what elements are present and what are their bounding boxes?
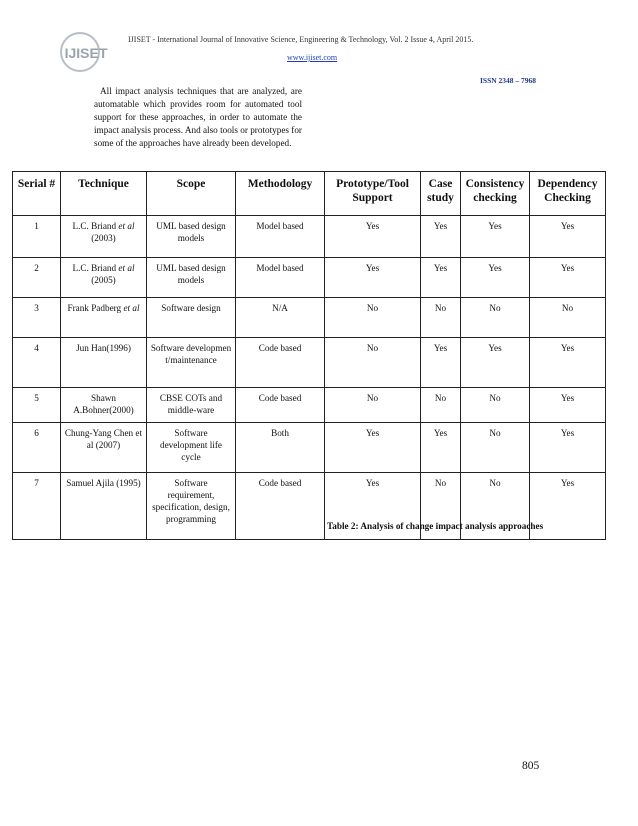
scope-cell: Software design <box>147 298 236 338</box>
technique-cell: Chung-Yang Chen et al (2007) <box>61 423 147 473</box>
column-header: Scope <box>147 172 236 216</box>
prototype-cell: No <box>325 338 421 388</box>
technique-cell: Samuel Ajila (1995) <box>61 473 147 540</box>
table-row <box>13 298 606 338</box>
dependency-cell: Yes <box>530 258 606 298</box>
technique-et-al: et al <box>123 303 140 313</box>
issn-label: ISSN 2348 – 7968 <box>480 76 537 85</box>
serial-cell: 6 <box>13 423 61 473</box>
methodology-cell: Model based <box>236 216 325 258</box>
table-caption: Table 2: Analysis of change impact analysis approaches <box>327 521 544 531</box>
prototype-cell: No <box>325 298 421 338</box>
technique-cell: Jun Han(1996) <box>61 338 147 388</box>
methodology-cell: Code based <box>236 338 325 388</box>
serial-cell: 2 <box>13 258 61 298</box>
table-row <box>13 338 606 388</box>
technique-et-al: et al <box>118 221 135 231</box>
column-header: Methodology <box>236 172 325 216</box>
table-row <box>13 216 606 258</box>
consistency-cell: Yes <box>461 216 530 258</box>
journal-website-link[interactable]: www.ijiset.com <box>287 53 338 62</box>
methodology-cell: Code based <box>236 473 325 540</box>
case-study-cell: Yes <box>421 338 461 388</box>
scope-cell: UML based design models <box>147 258 236 298</box>
dependency-cell: Yes <box>530 423 606 473</box>
intro-paragraph: All impact analysis techniques that are analyzed, are automatable which provides room for automated tool support for these approaches, in order to automate the impact analysis process. And also tools or prototypes for some of the approaches have already been developed. <box>94 86 302 148</box>
table-row <box>13 388 606 423</box>
case-study-cell: No <box>421 473 461 540</box>
case-study-cell: No <box>421 388 461 423</box>
prototype-cell: Yes <box>325 423 421 473</box>
table-header-row <box>13 172 606 216</box>
prototype-cell: Yes <box>325 258 421 298</box>
column-header: Consistency checking <box>461 172 530 216</box>
technique-author: L.C. Briand <box>72 221 117 231</box>
dependency-cell: Yes <box>530 216 606 258</box>
consistency-cell: Yes <box>461 338 530 388</box>
technique-year: (2005) <box>91 275 116 285</box>
technique-author: Frank Padberg <box>67 303 122 313</box>
case-study-cell: Yes <box>421 216 461 258</box>
prototype-cell: No <box>325 388 421 423</box>
case-study-cell: No <box>421 298 461 338</box>
scope-cell: Software requirement, specification, design, programming <box>147 473 236 540</box>
column-header: Case study <box>421 172 461 216</box>
case-study-cell: Yes <box>421 258 461 298</box>
journal-logo-text: IJISET <box>64 45 108 61</box>
case-study-cell: Yes <box>421 423 461 473</box>
technique-cell <box>61 298 147 338</box>
serial-cell: 3 <box>13 298 61 338</box>
methodology-cell: N/A <box>236 298 325 338</box>
serial-cell: 1 <box>13 216 61 258</box>
technique-et-al: et al <box>118 263 135 273</box>
technique-author: L.C. Briand <box>72 263 117 273</box>
scope-cell: CBSE COTs and middle-ware <box>147 388 236 423</box>
technique-cell <box>61 258 147 298</box>
scope-cell: Software development/maintenance <box>147 338 236 388</box>
methodology-cell: Model based <box>236 258 325 298</box>
column-header: Dependency Checking <box>530 172 606 216</box>
methodology-cell: Code based <box>236 388 325 423</box>
consistency-cell: No <box>461 473 530 540</box>
dependency-cell: Yes <box>530 338 606 388</box>
prototype-cell: Yes <box>325 216 421 258</box>
methodology-cell: Both <box>236 423 325 473</box>
table-row <box>13 423 606 473</box>
consistency-cell: No <box>461 423 530 473</box>
technique-year: (2003) <box>91 233 116 243</box>
scope-cell: Software development life cycle <box>147 423 236 473</box>
dependency-cell: Yes <box>530 388 606 423</box>
serial-cell: 4 <box>13 338 61 388</box>
column-header: Serial # <box>13 172 61 216</box>
dependency-cell: No <box>530 298 606 338</box>
consistency-cell: No <box>461 388 530 423</box>
serial-cell: 5 <box>13 388 61 423</box>
column-header: Prototype/Tool Support <box>325 172 421 216</box>
column-header: Technique <box>61 172 147 216</box>
table-row <box>13 258 606 298</box>
consistency-cell: Yes <box>461 258 530 298</box>
dependency-cell: Yes <box>530 473 606 540</box>
impact-analysis-table <box>12 171 606 540</box>
page-number: 805 <box>522 760 540 772</box>
technique-cell <box>61 216 147 258</box>
serial-cell: 7 <box>13 473 61 540</box>
scope-cell: UML based design models <box>147 216 236 258</box>
consistency-cell: No <box>461 298 530 338</box>
prototype-cell: Yes <box>325 473 421 540</box>
journal-header-line: IJISET - International Journal of Innovative Science, Engineering & Technology, Vol. 2 Issue 4, April 2015. <box>128 35 474 44</box>
technique-cell: Shawn A.Bohner(2000) <box>61 388 147 423</box>
